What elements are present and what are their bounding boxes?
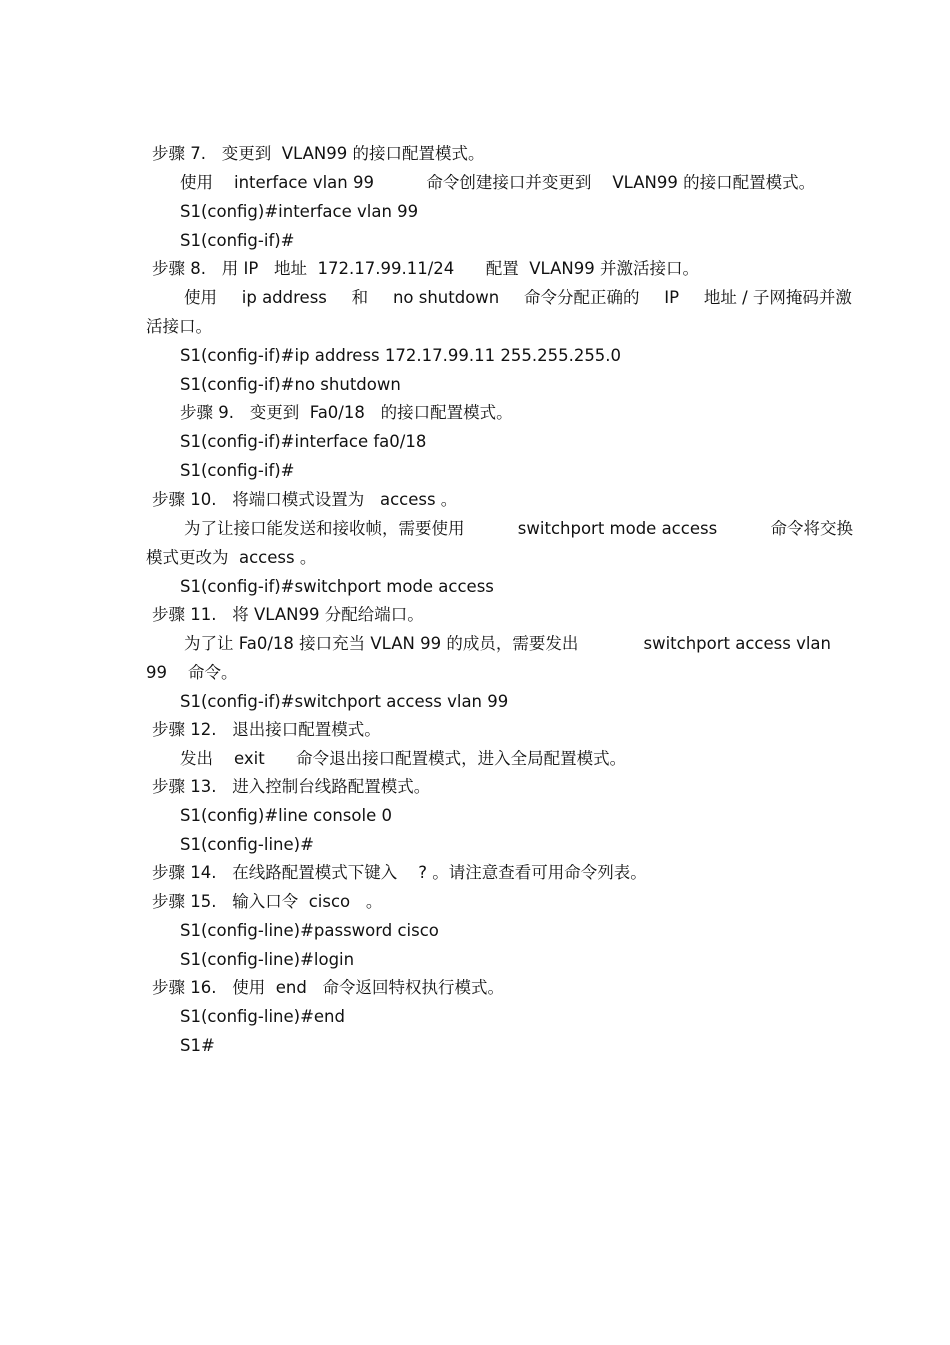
- command-line: S1(config-line)#: [180, 835, 314, 854]
- step-11-description: [184, 629, 831, 658]
- step-10-description: [184, 514, 853, 543]
- text-segment: 命令将交换: [770, 519, 853, 538]
- command-line: S1(config-if)#switchport mode access: [180, 577, 494, 596]
- step-15-heading: 步骤 15. 输入口令 cisco 。: [152, 892, 383, 911]
- step-11-heading: 步骤 11. 将 VLAN99 分配给端口。: [152, 605, 424, 624]
- step-12-heading: 步骤 12. 退出接口配置模式。: [152, 720, 381, 739]
- command-line: S1#: [180, 1036, 215, 1055]
- step-12-description: 发出 exit 命令退出接口配置模式，进入全局配置模式。: [180, 749, 627, 768]
- step-9-heading: 步骤 9. 变更到 Fa0/18 的接口配置模式。: [180, 403, 513, 422]
- text-segment: switchport mode access: [517, 519, 718, 538]
- command-line: S1(config-if)#: [180, 231, 295, 250]
- step-7-description: 使用 interface vlan 99 命令创建接口并变更到 VLAN99 的接口配置模式。: [180, 173, 816, 192]
- step-7-heading: 步骤 7. 变更到 VLAN99 的接口配置模式。: [152, 144, 485, 163]
- text-segment: 为了让接口能发送和接收帧，需要使用: [184, 519, 465, 538]
- step-10-description-cont: 模式更改为 access 。: [146, 548, 317, 567]
- command-line: S1(config-line)#login: [180, 950, 355, 969]
- command-line: S1(config-if)#no shutdown: [180, 375, 401, 394]
- command-line: S1(config-if)#ip address 172.17.99.11 255.255.255.0: [180, 346, 622, 365]
- text-segment: 地址 / 子网掩码并激: [703, 288, 852, 307]
- text-segment: no shutdown: [392, 288, 500, 307]
- step-10-heading: 步骤 10. 将端口模式设置为 access 。: [152, 490, 458, 509]
- text-segment: switchport access vlan: [643, 634, 831, 653]
- command-line: S1(config-line)#end: [180, 1007, 345, 1026]
- text-segment: IP: [664, 288, 680, 307]
- step-14-heading: 步骤 14. 在线路配置模式下键入 ? 。请注意查看可用命令列表。: [152, 863, 647, 882]
- text-segment: 和: [351, 288, 369, 307]
- step-11-description-cont: 99 命令。: [146, 663, 238, 682]
- command-line: S1(config-line)#password cisco: [180, 921, 439, 940]
- command-line: S1(config)#interface vlan 99: [180, 202, 419, 221]
- step-8-description: [184, 283, 852, 312]
- command-line: S1(config-if)#interface fa0/18: [180, 432, 427, 451]
- step-13-heading: 步骤 13. 进入控制台线路配置模式。: [152, 777, 431, 796]
- step-8-heading: 步骤 8. 用 IP 地址 172.17.99.11/24 配置 VLAN99 并激活接口。: [152, 259, 699, 278]
- step-8-description-cont: 活接口。: [146, 317, 212, 336]
- text-segment: 为了让 Fa0/18 接口充当 VLAN 99 的成员，需要发出: [184, 634, 579, 653]
- command-line: S1(config)#line console 0: [180, 806, 392, 825]
- command-line: S1(config-if)#: [180, 461, 295, 480]
- command-line: S1(config-if)#switchport access vlan 99: [180, 692, 509, 711]
- text-segment: 命令分配正确的: [524, 288, 640, 307]
- text-segment: 使用: [184, 288, 217, 307]
- text-segment: ip address: [241, 288, 327, 307]
- step-16-heading: 步骤 16. 使用 end 命令返回特权执行模式。: [152, 978, 505, 997]
